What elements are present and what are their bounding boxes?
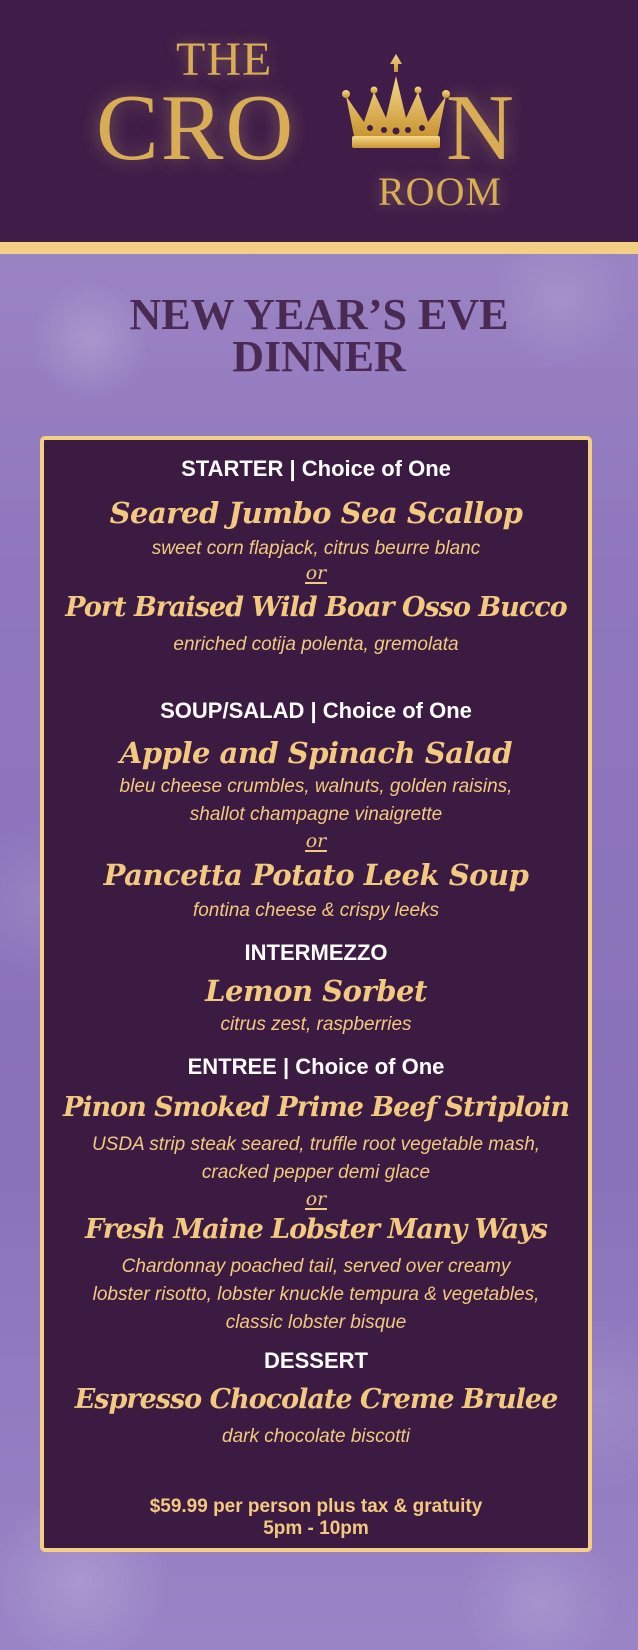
dish-description: Chardonnay poached tail, served over creamy bbox=[121, 1256, 511, 1277]
hours-line: 5pm - 10pm bbox=[263, 1518, 369, 1539]
dish-title: Espresso Chocolate Creme Brulee bbox=[74, 1384, 558, 1415]
dish-title: Fresh Maine Lobster Many Ways bbox=[85, 1214, 547, 1245]
price-line: $59.99 per person plus tax & gratuity bbox=[149, 1496, 483, 1517]
course-heading-intermezzo: INTERMEZZO bbox=[244, 940, 388, 965]
header-banner bbox=[0, 0, 638, 242]
dish-description: dark chocolate biscotti bbox=[222, 1426, 410, 1447]
dish-description: USDA strip steak seared, truffle root vegetable mash, bbox=[91, 1134, 541, 1155]
logo-text-n: N bbox=[446, 76, 514, 180]
course-heading-dessert: DESSERT bbox=[264, 1348, 368, 1373]
or-separator: or bbox=[305, 562, 327, 584]
dish-description: enriched cotija polenta, gremolata bbox=[173, 634, 459, 655]
gold-divider bbox=[0, 242, 638, 254]
or-separator: or bbox=[305, 830, 327, 852]
dish-description: bleu cheese crumbles, walnuts, golden raisins, bbox=[119, 776, 513, 797]
crown-room-logo bbox=[0, 0, 638, 242]
dish-description: sweet corn flapjack, citrus beurre blanc bbox=[151, 538, 481, 559]
dish-title: Seared Jumbo Sea Scallop bbox=[109, 496, 523, 530]
logo-text-the: THE bbox=[176, 33, 273, 86]
dish-description: shallot champagne vinaigrette bbox=[189, 804, 443, 825]
logo-text-cro: CRO bbox=[96, 76, 296, 180]
course-heading-entree: ENTREE | Choice of One bbox=[187, 1054, 445, 1079]
course-heading-soup-salad: SOUP/SALAD | Choice of One bbox=[160, 698, 472, 723]
logo-text-room: ROOM bbox=[378, 169, 503, 214]
dish-title: Pinon Smoked Prime Beef Striploin bbox=[62, 1092, 570, 1123]
dish-title: Port Braised Wild Boar Osso Bucco bbox=[65, 592, 567, 623]
course-heading-starter: STARTER | Choice of One bbox=[181, 456, 451, 481]
dish-description: classic lobster bisque bbox=[225, 1312, 407, 1333]
dish-title: Pancetta Potato Leek Soup bbox=[103, 858, 529, 892]
event-title-line2: DINNER bbox=[232, 332, 406, 381]
dish-description: citrus zest, raspberries bbox=[220, 1014, 412, 1035]
dish-title: Lemon Sorbet bbox=[205, 974, 427, 1008]
or-separator: or bbox=[305, 1188, 327, 1210]
crown-icon bbox=[340, 52, 452, 150]
dish-description: cracked pepper demi glace bbox=[201, 1162, 431, 1183]
event-title bbox=[0, 290, 638, 381]
menu-box bbox=[40, 436, 592, 1552]
event-title-line1: NEW YEAR’S EVE bbox=[129, 290, 509, 339]
dish-description: lobster risotto, lobster knuckle tempura & vegetables, bbox=[92, 1284, 540, 1305]
dish-title: Apple and Spinach Salad bbox=[119, 736, 513, 770]
dish-description: fontina cheese & crispy leeks bbox=[192, 900, 440, 921]
